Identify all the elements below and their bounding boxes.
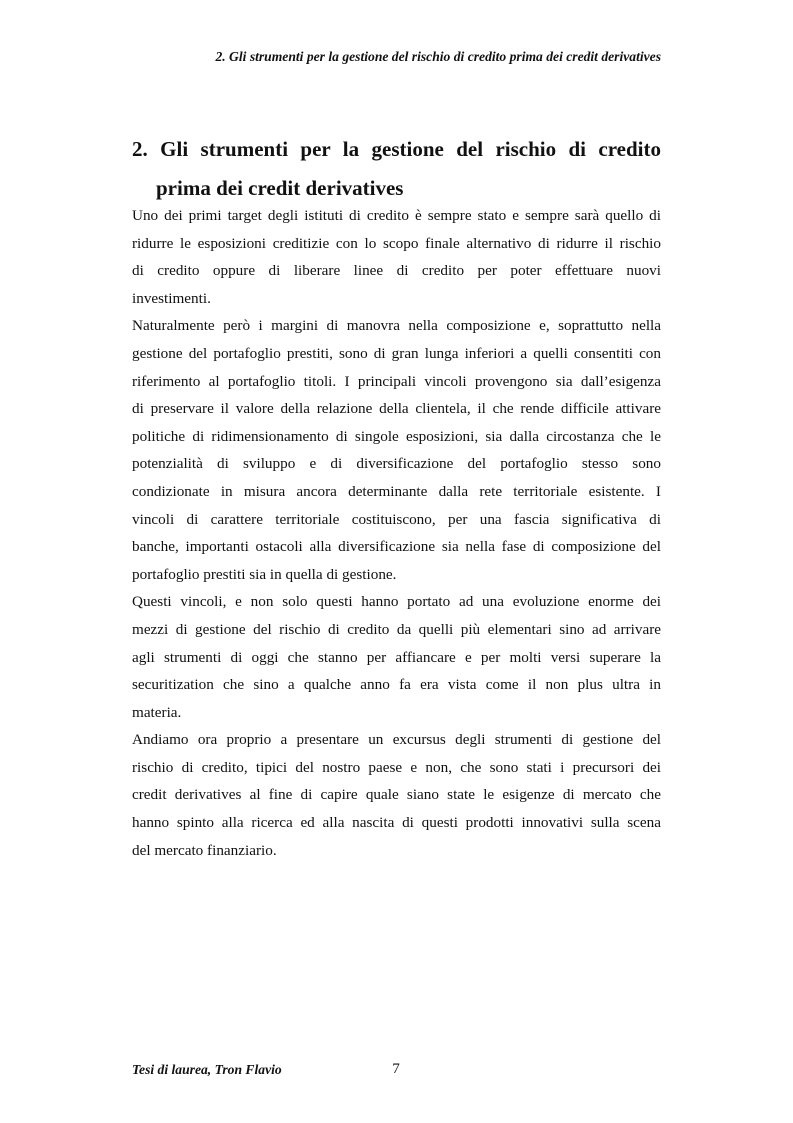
text-line: condizionate in misura ancora determinante dalla rete territoriale esistente. I [132,482,661,500]
paragraph-1 [132,202,661,312]
chapter-title-line-2: prima dei credit derivatives [156,176,404,200]
footer-author: Tesi di laurea, Tron Flavio [132,1062,282,1077]
text-line: potenzialità di sviluppo e di diversificazione del portafoglio stesso sono [132,455,661,473]
text-line: Uno dei primi target degli istituti di credito è sempre stato e sempre sarà quello di [132,207,661,224]
text-line: riferimento al portafoglio titoli. I principali vincoli provengono sia dall’esigenza [132,372,661,390]
body-text [132,202,661,864]
text-line: politiche di ridimensionamento di singole esposizioni, sia dalla circostanza che le [132,427,661,445]
paragraph-4 [132,726,661,864]
text-line: banche, importanti ostacoli alla diversificazione sia nella fase di composizione del [132,538,661,556]
text-line: Questi vincoli, e non solo questi hanno portato ad una evoluzione enorme dei [132,593,661,611]
text-line: Andiamo ora proprio a presentare un excursus degli strumenti di gestione del [132,731,661,749]
paragraph-2 [132,312,661,588]
paragraph-3 [132,588,661,726]
text-line: portafoglio prestiti sia in quella di gestione. [132,565,397,583]
text-line: materia. [132,703,182,721]
text-line: ridurre le esposizioni creditizie con lo scopo finale alternativo di ridurre il rischio [132,234,661,252]
text-line: vincoli di carattere territoriale costituiscono, per una fascia significativa di [132,510,661,528]
text-line: agli strumenti di oggi che stanno per affiancare e per molti versi superare la [132,648,661,666]
page-number: 7 [392,1060,400,1077]
text-line: securitization che sino a qualche anno fa era vista come il non plus ultra in [132,676,661,694]
chapter-title-line-1: 2. Gli strumenti per la gestione del rischio di credito [132,137,661,161]
text-line: gestione del portafoglio prestiti, sono di gran lunga inferiori a quelli consentiti con [132,344,661,362]
text-line: investimenti. [132,289,211,307]
text-line: di credito oppure di liberare linee di credito per poter effettuare nuovi [132,262,661,280]
text-line: rischio di credito, tipici del nostro paese e non, che sono stati i precursori dei [132,758,661,776]
text-line: Naturalmente però i margini di manovra nella composizione e, soprattutto nella [132,317,661,335]
text-line: di preservare il valore della relazione della clientela, il che rende difficile attivare [132,400,661,418]
text-line: credit derivatives al fine di capire quale siano state le esigenze di mercato che [132,786,661,804]
text-line: mezzi di gestione del rischio di credito da quelli più elementari sino ad arrivare [132,620,661,638]
chapter-title [132,130,661,208]
text-line: hanno spinto alla ricerca ed alla nascita di questi prodotti innovativi sulla scena [132,814,661,832]
text-line: del mercato finanziario. [132,841,277,859]
running-header: 2. Gli strumenti per la gestione del rischio di credito prima dei credit derivatives [215,49,661,64]
